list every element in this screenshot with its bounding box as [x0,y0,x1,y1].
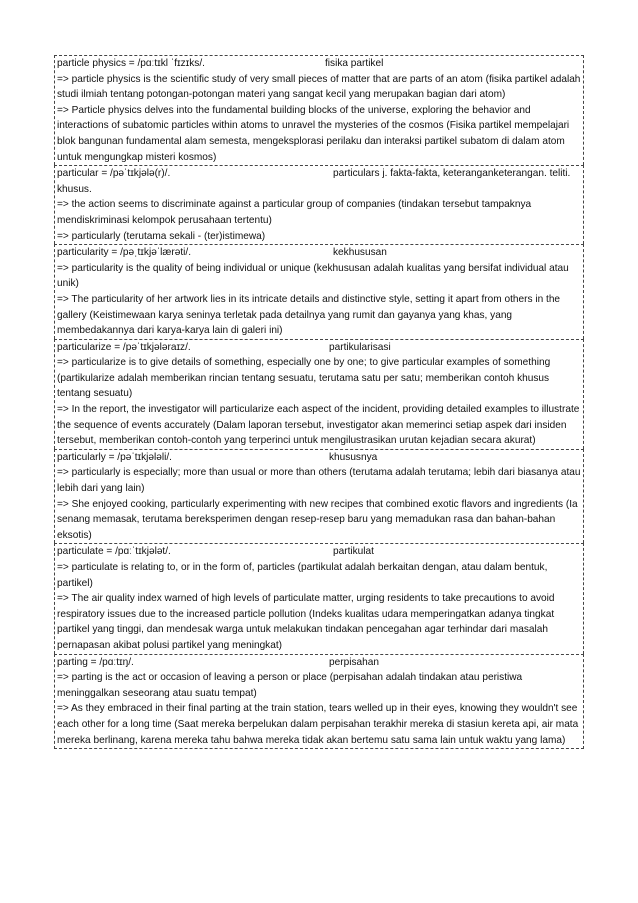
entry-heading [57,340,581,356]
glossary-entry [54,55,584,165]
entry-heading [57,544,581,560]
entry-definition: => particulate is relating to, or in the form of, particles (partikulat adalah berkaitan dengan, atau dalam bentuk, partikel) [57,562,548,589]
entry-translation: kekhususan [333,247,387,259]
entry-heading [57,655,581,671]
entry-term: particular = /pəˈtɪkjələ(r)/. [57,168,171,180]
entry-term: parting = /pɑːtɪŋ/. [57,656,134,668]
glossary-sheet [54,55,584,749]
entry-example: => As they embraced in their final parting at the train station, tears welled up in their eyes, knowing they wouldn't see each other for a long time (Saat mereka berpelukan dalam perpisahan terakhir mereka di stasiun kereta api, air mata mereka berlinang, karena mereka tahu bahwa mereka tidak akan bertemu satu sama lain untuk waktu yang lama) [57,703,579,746]
entry-definition: => particle physics is the scientific study of very small pieces of matter that are parts of an atom (fisika partikel adalah studi ilmiah tentang potongan-potongan materi yang sangat kecil yang merupakan bagian dari atom) [57,73,581,101]
entry-translation: partikulat [333,546,374,558]
entry-heading [57,56,581,72]
entry-definition: khusus. [57,183,92,195]
glossary-entry [54,339,584,449]
entry-term: particularity = /pəˌtɪkjəˈlærəti/. [57,247,192,259]
entry-example: => In the report, the investigator will particularize each aspect of the incident, providing detailed examples to illustrate the sequence of events accurately (Dalam laporan tersebut, investigator akan memerinci setiap aspek dari insiden tersebut, memberikan contoh-contoh yang terperinci untuk mengilustrasikan urutan kejadian secara akurat) [57,404,580,447]
entry-example: => The particularity of her artwork lies in its intricate details and distinctive style, setting it apart from others in the gallery (Keistimewaan karya seninya terletak pada detailnya yang rumit dan gayanya yang khas, yang membedakannya dari karya-karya lain di galeri ini) [57,293,561,337]
entry-translation: partikularisasi [329,341,391,353]
glossary-entry [54,244,584,339]
entry-heading [57,450,581,466]
glossary-entry [54,449,584,544]
entry-translation: fisika partikel [325,58,384,69]
entry-term: particularize = /pəˈtɪkjələraɪz/. [57,341,191,353]
entry-translation: particulars j. fakta-fakta, keteranganketerangan. teliti. [333,168,571,180]
entry-translation: khususnya [329,451,378,463]
entry-definition: => particularity is the quality of being individual or unique (kekhususan adalah kualitas yang bersifat individual atau unik) [57,262,569,290]
glossary-entry [54,165,584,244]
glossary-entry [54,543,584,653]
entry-heading [57,245,581,261]
entry-definition: => particularly is especially; more than usual or more than others (terutama adalah terutama; lebih dari biasanya atau lebih dari yang lain) [57,467,581,495]
entry-definition: => particularize is to give details of something, especially one by one; to give particular examples of something (partikularize adalah memberikan rincian tentang sesuatu, terutama satu per satu; memberikan contoh khusus tentang sesuatu) [57,357,551,400]
entry-term: particulate = /pɑːˈtɪkjələt/. [57,546,171,558]
entry-example: => the action seems to discriminate against a particular group of companies (tindakan tersebut tampaknya mendiskriminasi kelompok perusahaan tertentu) [57,199,532,226]
entry-example: => She enjoyed cooking, particularly experimenting with new recipes that combined exotic flavors and ingredients (Ia senang memasak, terutama bereksperimen dengan resep-resep baru yang memadukan rasa dan bahan-bahan eksotis) [57,498,578,541]
entry-example: => The air quality index warned of high levels of particulate matter, urging residents to take precautions to avoid respiratory issues due to the increased particle pollution (Indeks kualitas udara memperingatkan adanya tingkat partikel yang tinggi, dan mendesak warga untuk melakukan tindakan pencegahan agar terhindar dari masalah pernapasan akibat polusi partikel yang meningkat) [57,593,555,651]
entry-term: particularly = /pəˈtɪkjələli/. [57,451,172,463]
entry-extra: => particularly (terutama sekali - (ter)istimewa) [57,230,266,242]
entry-example: => Particle physics delves into the fundamental building blocks of the universe, exploring the behavior and interactions of subatomic particles within atoms to unravel the mysteries of the cosmos (Fisika partikel mempelajari blok bangunan fundamental alam semesta, mengeksplorasi perilaku dan interaksi partikel subatom di dalam atom untuk mengungkap misteri kosmos) [57,104,570,163]
entry-term: particle physics = /pɑːtɪkl ˈfɪzɪks/. [57,58,205,69]
entry-heading [57,166,581,182]
entry-translation: perpisahan [329,656,379,668]
entry-definition: => parting is the act or occasion of leaving a person or place (perpisahan adalah tindakan atau peristiwa meninggalkan seseorang atau suatu tempat) [57,672,523,699]
glossary-entry [54,654,584,750]
